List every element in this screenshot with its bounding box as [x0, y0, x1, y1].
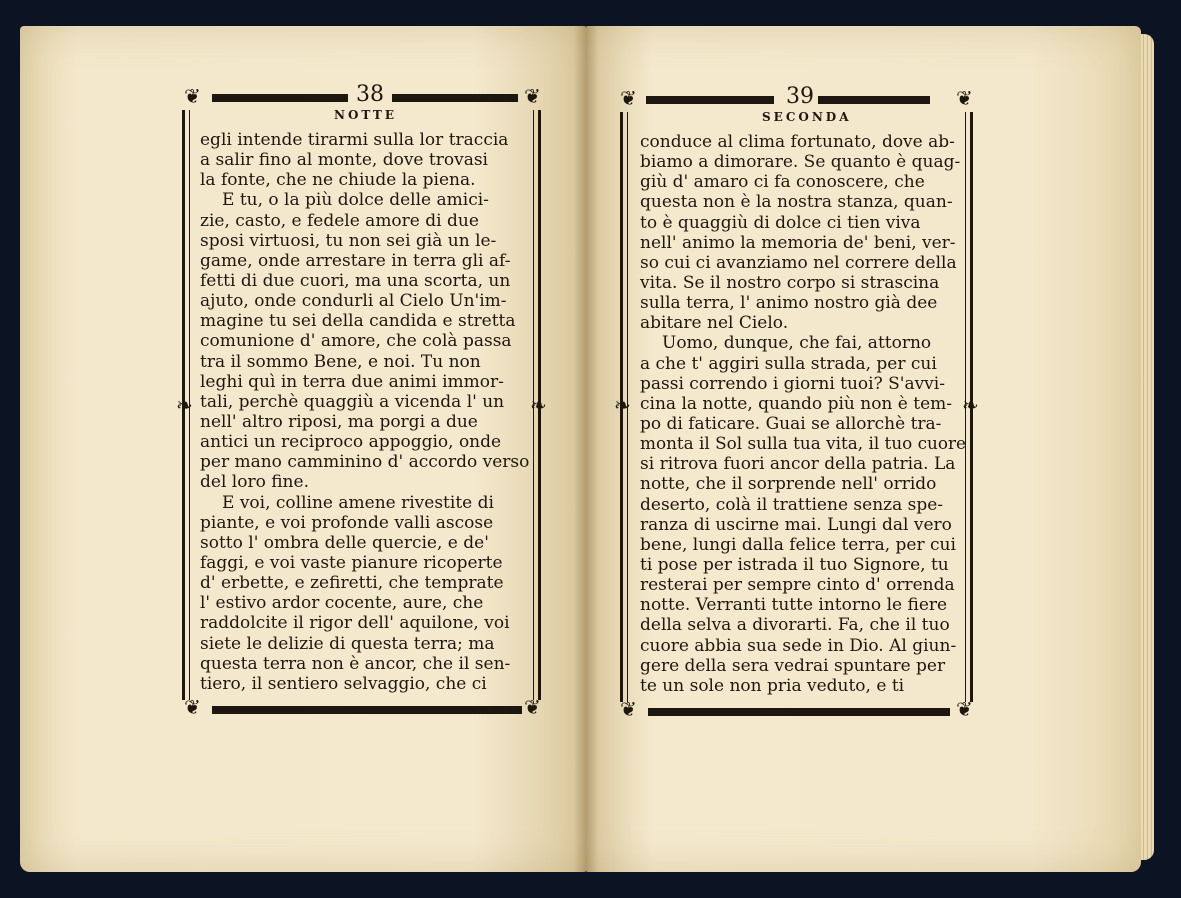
text-line: cuore abbia sua sede in Dio. Al giun- [640, 635, 957, 656]
side-ornament-icon: ❧ [962, 393, 979, 417]
text-line: sposi virtuosi, tu non sei già un le- [200, 230, 497, 251]
text-line: comunione d' amore, che colà passa [200, 331, 512, 352]
text-line: l' estivo ardor cocente, aure, che [200, 593, 484, 614]
text-line: biamo a dimorare. Se quanto è quag- [640, 152, 961, 173]
text-line: notte. Verranti tutte intorno le fiere [640, 595, 948, 616]
text-line: zie, casto, e fedele amore di due [200, 210, 479, 231]
corner-ornament-icon: ❦ [956, 86, 973, 110]
side-ornament-icon: ❧ [176, 393, 193, 417]
text-line: te un sole non pria veduto, e ti [640, 675, 905, 696]
text-line: vita. Se il nostro corpo si strascina [640, 273, 940, 293]
text-line: tali, perchè quaggiù a vicenda l' un [200, 391, 505, 412]
right-page-number: 39 [786, 84, 814, 109]
text-line: Uomo, dunque, che fai, attorno [662, 333, 932, 354]
text-line: faggi, e voi vaste pianure ricoperte [200, 553, 503, 573]
text-line: nell' animo la memoria de' beni, ver- [640, 232, 956, 253]
text-line: del loro fine. [200, 472, 309, 493]
text-line: a salir fino al monte, dove trovasi [200, 150, 488, 171]
text-line: deserto, colà il trattiene senza spe- [640, 494, 944, 515]
left-page-number: 38 [356, 82, 384, 107]
text-line: ti pose per istrada il tuo Signore, tu [640, 555, 949, 575]
text-line: bene, lungi dalla felice terra, per cui [640, 534, 956, 555]
left-running-head: NOTTE [334, 108, 397, 122]
text-line: po di faticare. Guai se allorchè tra- [640, 414, 942, 434]
text-line: fetti di due cuori, ma una scorta, un [200, 271, 511, 291]
side-ornament-icon: ❧ [530, 393, 547, 417]
corner-ornament-icon: ❦ [956, 697, 973, 721]
text-line: ranza di uscirne mai. Lungi dal vero [640, 514, 952, 535]
side-ornament-icon: ❧ [614, 393, 631, 417]
text-line: a che t' aggiri sulla strada, per cui [640, 353, 937, 374]
text-line: monta il Sol sulla tua vita, il tuo cuore [640, 434, 966, 455]
text-line: passi correndo i giorni tuoi? S'avvi- [640, 373, 945, 394]
corner-ornament-icon: ❦ [184, 84, 201, 108]
book-gutter [574, 26, 598, 872]
text-line: raddolcite il rigor dell' aquilone, voi [200, 613, 510, 634]
text-line: tra il sommo Bene, e noi. Tu non [200, 351, 481, 372]
corner-ornament-icon: ❦ [184, 695, 201, 719]
text-line: leghi quì in terra due animi immor- [200, 371, 504, 392]
text-line: egli intende tirarmi sulla lor traccia [200, 130, 509, 150]
text-line: notte, che il sorprende nell' orrido [640, 474, 937, 495]
text-line: gere della sera vedrai spuntare per [640, 655, 946, 676]
text-line: E tu, o la più dolce delle amici- [222, 190, 489, 211]
text-line: magine tu sei della candida e stretta [200, 311, 516, 332]
right-running-head: SECONDA [762, 110, 852, 124]
text-line: game, onde arrestare in terra gli af- [200, 250, 511, 271]
text-line: abitare nel Cielo. [640, 313, 789, 334]
text-line: nell' altro riposi, ma porgi a due [200, 412, 478, 432]
text-line: la fonte, che ne chiude la piena. [200, 170, 476, 191]
text-line: siete le delizie di questa terra; ma [200, 633, 495, 654]
text-line: sulla terra, l' animo nostro già dee [640, 293, 938, 314]
text-line: so cui ci avanziamo nel correre della [640, 252, 957, 273]
corner-ornament-icon: ❦ [524, 695, 541, 719]
text-line: questa non è la nostra stanza, quan- [640, 192, 953, 213]
text-line: conduce al clima fortunato, dove ab- [640, 132, 955, 152]
text-line: questa terra non è ancor, che il sen- [200, 653, 511, 674]
text-line: cina la notte, quando più non è tem- [640, 393, 953, 414]
corner-ornament-icon: ❦ [620, 697, 637, 721]
text-line: ajuto, onde condurli al Cielo Un'im- [200, 291, 507, 312]
text-line: antici un reciproco appoggio, onde [200, 432, 502, 453]
text-line: d' erbette, e zefiretti, che temprate [200, 573, 504, 594]
text-line: tiero, il sentiero selvaggio, che ci [200, 673, 487, 694]
corner-ornament-icon: ❦ [524, 84, 541, 108]
text-line: si ritrova fuori ancor della patria. La [640, 454, 956, 475]
text-line: per mano camminino d' accordo verso [200, 452, 530, 473]
corner-ornament-icon: ❦ [620, 86, 637, 110]
text-line: to è quaggiù di dolce ci tien viva [640, 212, 921, 233]
text-line: sotto l' ombra delle quercie, e de' [200, 532, 489, 553]
text-line: resterai per sempre cinto d' orrenda [640, 575, 955, 596]
text-line: E voi, colline amene rivestite di [222, 492, 494, 513]
text-line: piante, e voi profonde valli ascose [200, 512, 494, 533]
text-line: giù d' amaro ci fa conoscere, che [640, 172, 925, 193]
text-line: della selva a divorarti. Fa, che il tuo [640, 615, 950, 636]
